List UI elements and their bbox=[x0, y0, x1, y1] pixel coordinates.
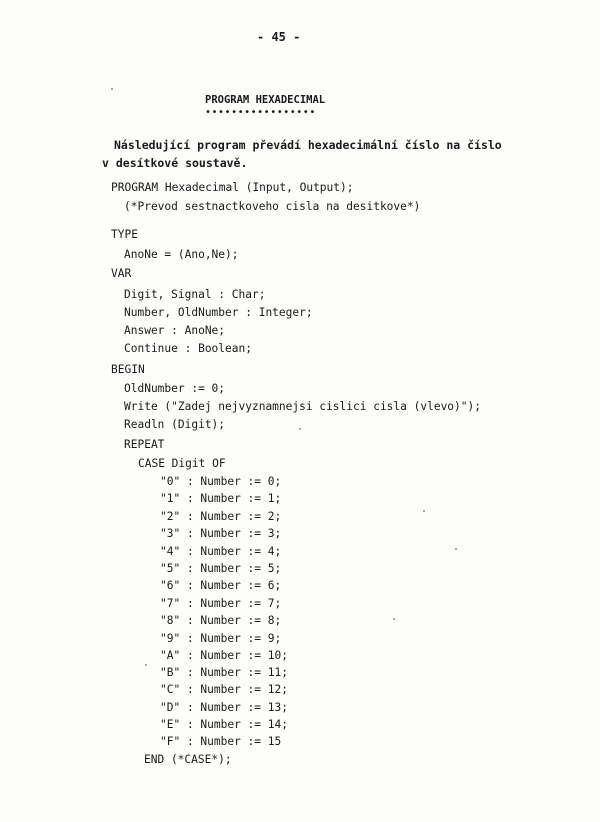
code-line: PROGRAM Hexadecimal (Input, Output); bbox=[111, 181, 354, 194]
intro-paragraph bbox=[102, 136, 532, 172]
case-branch: "F" : Number := 15 bbox=[160, 735, 282, 748]
scan-speck bbox=[111, 88, 113, 90]
code-line: Readln (Digit); bbox=[124, 418, 226, 431]
case-branch: "C" : Number := 12; bbox=[160, 683, 288, 696]
case-branch: "9" : Number := 9; bbox=[160, 632, 282, 645]
code-line: Answer : AnoNe; bbox=[124, 324, 226, 337]
code-line: Digit, Signal : Char; bbox=[124, 288, 266, 301]
scan-speck bbox=[145, 664, 147, 666]
code-comment: (*Prevod sestnactkoveho cisla na desitkove*) bbox=[124, 200, 421, 213]
scan-speck bbox=[423, 510, 425, 512]
scan-speck bbox=[393, 618, 395, 620]
page-number: - 45 - bbox=[257, 30, 301, 44]
code-line: END (*CASE*); bbox=[144, 753, 232, 766]
intro-line-1: Následující program převádí hexadecimální číslo na číslo bbox=[114, 138, 502, 152]
case-branch: "3" : Number := 3; bbox=[160, 527, 282, 540]
code-keyword: TYPE bbox=[111, 228, 138, 241]
case-branch: "2" : Number := 2; bbox=[160, 510, 282, 523]
intro-line-2: v desítkové soustavě. bbox=[102, 156, 248, 170]
case-branch: "7" : Number := 7; bbox=[160, 597, 282, 610]
code-line: AnoNe = (Ano,Ne); bbox=[124, 248, 239, 261]
case-branch: "8" : Number := 8; bbox=[160, 614, 282, 627]
code-line: CASE Digit OF bbox=[138, 457, 226, 470]
code-keyword: REPEAT bbox=[124, 438, 165, 451]
program-title: PROGRAM HEXADECIMAL bbox=[205, 94, 326, 106]
case-branch: "4" : Number := 4; bbox=[160, 545, 282, 558]
case-branch: "D" : Number := 13; bbox=[160, 701, 288, 714]
case-branch: "1" : Number := 1; bbox=[160, 492, 282, 505]
case-branch: "0" : Number := 0; bbox=[160, 475, 282, 488]
code-line: Continue : Boolean; bbox=[124, 342, 252, 355]
code-line: Write ("Zadej nejvyznamnejsi cislici cisla (vlevo)"); bbox=[124, 400, 481, 413]
case-branch: "E" : Number := 14; bbox=[160, 718, 288, 731]
code-line: Number, OldNumber : Integer; bbox=[124, 306, 313, 319]
title-dotted-underline: ••••••••••••••••• bbox=[205, 107, 316, 118]
code-keyword: VAR bbox=[111, 267, 132, 280]
scan-speck bbox=[455, 548, 457, 550]
case-branch: "6" : Number := 6; bbox=[160, 579, 282, 592]
code-line: OldNumber := 0; bbox=[124, 382, 226, 395]
code-keyword: BEGIN bbox=[111, 363, 145, 376]
case-branch: "5" : Number := 5; bbox=[160, 562, 282, 575]
case-branch: "B" : Number := 11; bbox=[160, 666, 288, 679]
scan-speck bbox=[299, 428, 301, 430]
case-branch: "A" : Number := 10; bbox=[160, 649, 288, 662]
